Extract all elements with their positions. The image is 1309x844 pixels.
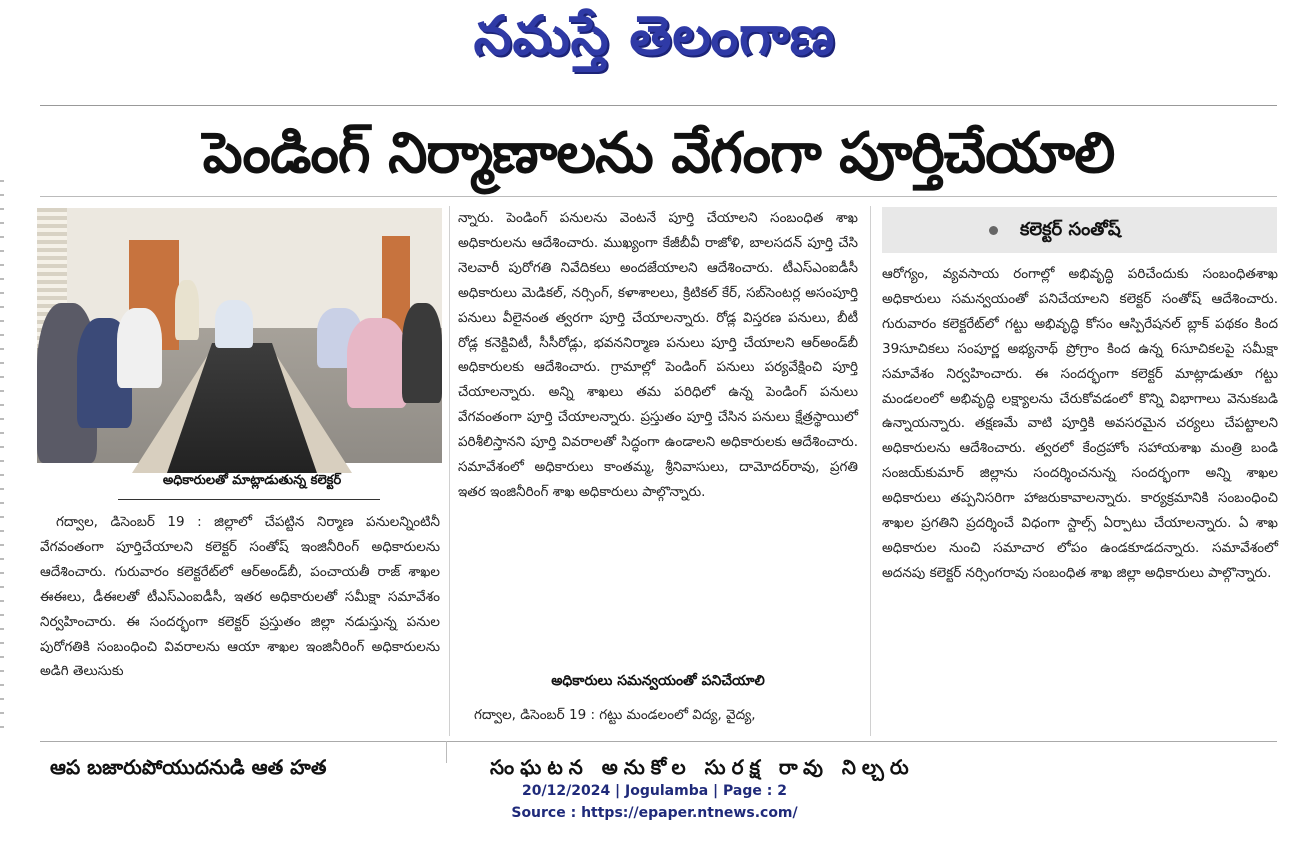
- article-column-2: [458, 206, 858, 654]
- footer-date-edition: 20/12/2024 | Jogulamba | Page : 2: [522, 783, 787, 799]
- meeting-photo: [37, 208, 442, 463]
- photo-person: [347, 318, 407, 408]
- column-divider: [870, 206, 871, 736]
- next-headline-right: సంఘటన అనుకోల సురక్ష రావు నిల్చరు: [490, 755, 915, 779]
- article-column-3: [882, 262, 1278, 736]
- next-headline-left: ఆప బజారుపోయుదనుడి ఆత హత: [50, 755, 327, 779]
- sub-headline: అధికారులు సమన్వయంతో పనిచేయాలి: [551, 673, 765, 689]
- bottom-rule: [40, 741, 1277, 742]
- column-1-text: గద్వాల, డిసెంబర్ 19 : జిల్లాలో చేపట్టిన నిర్మాణ పనులన్నింటినీ వేగవంతంగా పూర్తిచేయాలని కలెక్టర్ సంతోష్ ఇంజినీరింగ్ అధికారులను ఆదేశించారు. గురువారం కలెక్టరేట్‌లో ఆర్‌అండ్‌బీ, పంచాయతీ రాజ్ శాఖల ఈఈలు, డీఈలతో టీఎస్‌ఎంఐడీసీ, ఇతర అధికారులతో సమీక్షా సమావేశం నిర్వహించారు. ఈ సందర్భంగా కలెక్టర్ ప్రస్తుతం జిల్లా నడుస్తున్న పనుల పురోగతికి సంబంధించి వివరాలను ఆయా శాఖల ఇంజినీరింగ్ అధికారులను అడిగి తెలుసుకు: [40, 514, 440, 680]
- article-column-1: [40, 510, 440, 736]
- photo-caption: అధికారులతో మాట్లాడుతున్న కలెక్టర్: [162, 473, 342, 488]
- caption-rule: [118, 499, 380, 500]
- photo-person: [117, 308, 162, 388]
- bullet-icon: [989, 226, 998, 235]
- column-divider: [449, 206, 450, 736]
- headline-rule: [40, 196, 1277, 197]
- column-divider: [446, 741, 447, 763]
- sub-article-title-box: [882, 207, 1277, 253]
- footer-source: Source : https://epaper.ntnews.com/: [511, 805, 798, 821]
- column-3-text: ఆరోగ్యం, వ్యవసాయ రంగాల్లో అభివృద్ధి పరిచేందుకు సంబంధితశాఖ అధికారులు సమన్వయంతో పనిచేయాలని కలెక్టర్ సంతోష్ ఆదేశించారు. గురువారం కలెక్టరేట్‌లో గట్టు అభివృద్ధి కోసం ఆస్పిరేషనల్ బ్లాక్ పథకం కింద 39సూచికలు సంపూర్ణ అభ్యనాథ్ ప్రోగ్రాం కింద ఉన్న 6సూచికలపై సమీక్షా సమావేశం నిర్వహించారు. ఈ సందర్భంగా కలెక్టర్ మాట్లాడుతూ గట్టు మండలంలో అభివృద్ధి లక్ష్యాలను చేరుకోవడంలో కొన్ని విభాగాలు వెనుకబడి ఉన్నాయన్నారు. తక్షణమే వాటి పూర్తికి అవసరమైన చర్యలు చేపట్టాలని అధికారులను ఆదేశించారు. త్వరలో కేంద్రహోం సహాయశాఖ మంత్రి బండి సంజయ్‌కుమార్ జిల్లాను సందర్శించనున్న సందర్భంగా అన్ని శాఖల అధికారులు తప్పనిసరిగా హాజరుకావాలన్నారు. కార్యక్రమానికి సంబంధించి శాఖల ప్రగతిని ప్రదర్శించే విధంగా స్టాల్స్ ఏర్పాటు చేయాలన్నారు. ఏ శాఖ అధికారుల నుంచి సమాచార లోపం ఉండకూడదన్నారు. సమావేశంలో అదనపు కలెక్టర్ నర్సింగరావు సంబంధిత శాఖ జిల్లా అధికారులు పాల్గొన్నారు.: [882, 266, 1278, 581]
- page-footer: [0, 780, 1309, 824]
- article-headline: పెండింగ్ నిర్మాణాలను వేగంగా పూర్తిచేయాలి: [202, 121, 1115, 186]
- sub-article-title: కలెక్టర్ సంతోష్: [1020, 219, 1121, 240]
- sub-article-start: గద్వాల, డిసెంబర్ 19 : గట్టు మండలంలో విద్య, వైద్య,: [474, 707, 756, 723]
- newspaper-logo: నమస్తే తెలంగాణ: [473, 4, 836, 67]
- photo-person: [175, 280, 199, 340]
- photo-person: [402, 303, 442, 403]
- photo-person: [215, 300, 253, 348]
- column-2-text: న్నారు. పెండింగ్ పనులను వెంటనే పూర్తి చేయాలని సంబంధిత శాఖ అధికారులను ఆదేశించారు. ముఖ్యంగా కేజీబీవీ రాజోళి, బాలసదన్ పూర్తి చేసి నెలవారీ పురోగతి నివేదికలు అందజేయాలని ఆదేశించారు. టీఎస్‌ఎంఐడీసీ అధికారులు మెడికల్, నర్సింగ్, కళాశాలలు, క్రిటికల్ కేర్, సబ్‌సెంటర్ల అసంపూర్తి పనులు వీలైనంత త్వరగా పూర్తి చేయాలన్నారు. రోడ్ల విస్తరణ పనులు, బీటీ రోడ్ల కనెక్టివిటీ, సీసీరోడ్లు, భవననిర్మాణ పనులు పూర్తి చేయాలని ఆర్‌అండ్‌బీ అధికారులకు ఆదేశించారు. గ్రామాల్లో పెండింగ్ పనులు పర్యవేక్షించి పూర్తి చేయాలన్నారు. అన్ని శాఖలు తమ పరిధిలో ఉన్న పెండింగ్ పనులు వేగవంతంగా పూర్తి చేయాలన్నారు. ప్రస్తుతం పూర్తి చేసిన పనులు క్షేత్రస్థాయిలో పరిశీలిస్తానని పూర్తి వివరాలతో సిద్ధంగా ఉండాలని అధికారులకు ఆదేశించారు. సమావేశంలో అధికారులు కాంతమ్మ, శ్రీనివాసులు, దామోదర్‌రావు, ప్రగతి ఇతర ఇంజినీరింగ్ శాఖ అధికారులు పాల్గొన్నారు.: [458, 210, 858, 500]
- page-edge-marks: [0, 180, 4, 740]
- top-rule: [40, 105, 1277, 106]
- photo-table-center: [167, 343, 317, 473]
- masthead: [0, 0, 1309, 98]
